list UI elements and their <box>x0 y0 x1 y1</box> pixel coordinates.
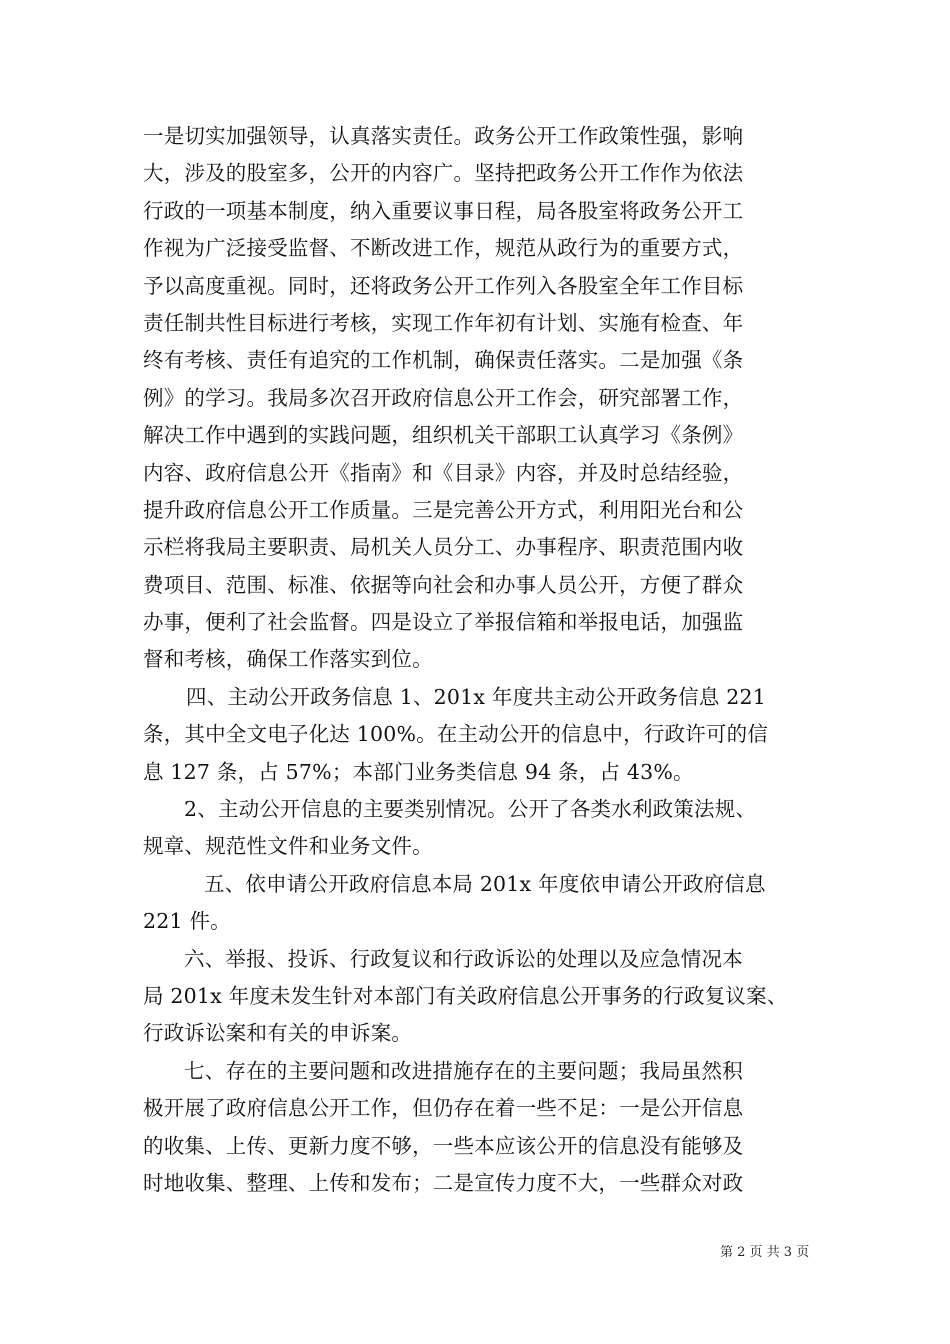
text-line: 解决工作中遇到的实践问题，组织机关干部职工认真学习《条例》 <box>143 423 744 448</box>
section-heading-line: 2、主动公开信息的主要类别情况。公开了各类水利政策法规、 <box>184 797 757 822</box>
body-text <box>143 118 811 1202</box>
text-line: 规章、规范性文件和业务文件。 <box>143 834 433 859</box>
section-heading-line: 五、依申请公开政府信息本局 201x 年度依申请公开政府信息 <box>204 871 766 896</box>
text-line: 内容、政府信息公开《指南》和《目录》内容，并及时总结经验， <box>143 460 744 485</box>
page-number: 第 2 页 共 3 页 <box>720 1245 810 1260</box>
section-heading-line: 七、存在的主要问题和改进措施存在的主要问题；我局虽然积 <box>184 1058 743 1083</box>
text-line: 示栏将我局主要职责、局机关人员分工、办事程序、职责范围内收 <box>143 535 744 560</box>
text-line: 办事，便利了社会监督。四是设立了举报信箱和举报电话，加强监 <box>143 610 744 635</box>
text-line: 221 件。 <box>143 909 231 934</box>
text-line: 大，涉及的股室多，公开的内容广。坚持把政务公开工作作为依法 <box>143 161 744 186</box>
text-line: 费项目、范围、标准、依据等向社会和办事人员公开，方便了群众 <box>143 572 744 597</box>
text-line: 行政的一项基本制度，纳入重要议事日程，局各股室将政务公开工 <box>143 198 744 223</box>
text-line: 作视为广泛接受监督、不断改进工作，规范从政行为的重要方式， <box>143 236 744 261</box>
text-line: 督和考核，确保工作落实到位。 <box>143 647 433 672</box>
text-line: 的收集、上传、更新力度不够，一些本应该公开的信息没有能够及 <box>143 1133 744 1158</box>
text-line: 予以高度重视。同时，还将政务公开工作列入各股室全年工作目标 <box>143 273 744 298</box>
text-line: 条，其中全文电子化达 100%。在主动公开的信息中，行政许可的信 <box>143 722 769 747</box>
section-heading-line: 四、主动公开政务信息 1、201x 年度共主动公开政务信息 221 <box>186 684 767 709</box>
text-line: 终有考核、责任有追究的工作机制，确保责任落实。二是加强《条 <box>143 348 744 373</box>
text-line: 时地收集、整理、上传和发布；二是宣传力度不大，一些群众对政 <box>143 1170 744 1195</box>
text-line: 例》的学习。我局多次召开政府信息公开工作会，研究部署工作， <box>143 385 744 410</box>
text-line: 提升政府信息公开工作质量。三是完善公开方式，利用阳光台和公 <box>143 497 744 522</box>
text-line: 行政诉讼案和有关的申诉案。 <box>143 1021 413 1046</box>
text-line: 极开展了政府信息公开工作，但仍存在着一些不足：一是公开信息 <box>143 1096 744 1121</box>
section-heading-line: 六、举报、投诉、行政复议和行政诉讼的处理以及应急情况本 <box>184 946 743 971</box>
text-line: 局 201x 年度未发生针对本部门有关政府信息公开事务的行政复议案、 <box>143 983 788 1008</box>
text-line: 一是切实加强领导，认真落实责任。政务公开工作政策性强，影响 <box>143 124 744 148</box>
text-line: 息 127 条，占 57%；本部门业务类信息 94 条，占 43%。 <box>143 759 694 784</box>
text-line: 责任制共性目标进行考核，实现工作年初有计划、实施有检查、年 <box>143 310 744 335</box>
